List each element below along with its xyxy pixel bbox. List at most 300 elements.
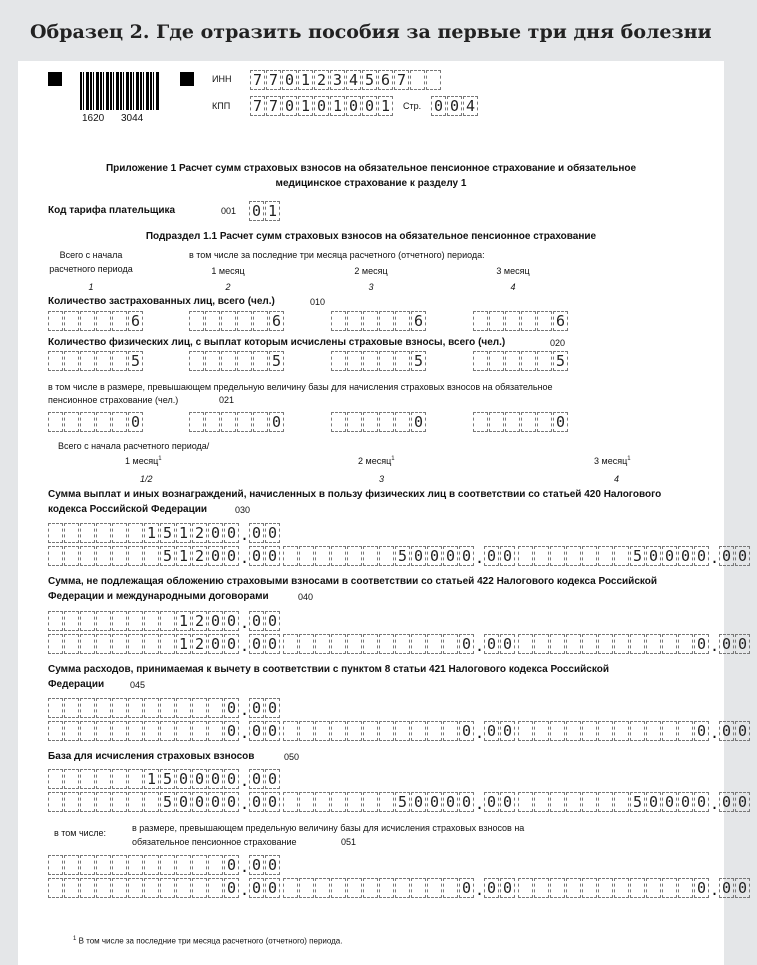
digit-cell bbox=[534, 546, 549, 566]
digit-cell bbox=[518, 878, 533, 898]
digit-cell bbox=[315, 878, 330, 898]
digit-cell bbox=[144, 721, 159, 741]
row-045-month2 bbox=[283, 721, 516, 741]
row-040-total bbox=[48, 611, 281, 631]
row-030-label2: кодекса Российской Федерации bbox=[48, 504, 208, 515]
digit-cell: 0 bbox=[678, 792, 693, 812]
col-total-label-1: Всего с начала bbox=[59, 250, 123, 260]
digit-cell bbox=[205, 412, 220, 432]
digit-cell bbox=[48, 611, 63, 631]
row-020-month3 bbox=[473, 351, 569, 371]
digit-cell: 0 bbox=[176, 769, 191, 789]
decimal-point: . bbox=[240, 881, 250, 899]
digit-cell: 6 bbox=[553, 311, 568, 331]
digit-cell bbox=[160, 611, 175, 631]
footnote: $^1$ В том числе за последние три месяца расчетного (отчетного) периода. bbox=[73, 936, 343, 946]
digit-cell bbox=[112, 546, 127, 566]
page-number-cells bbox=[431, 96, 479, 116]
row-030-label: Сумма выплат и иных вознаграждений, начисленных в пользу физических лиц в соответствии со статьей 420 Налогового bbox=[48, 489, 662, 500]
digit-cell: 0 bbox=[208, 634, 223, 654]
digit-cell bbox=[505, 351, 520, 371]
decimal-point: . bbox=[475, 795, 485, 813]
digit-cell: 0 bbox=[249, 201, 264, 221]
digit-cell bbox=[489, 311, 504, 331]
digit-cell bbox=[205, 351, 220, 371]
digit-cell bbox=[427, 721, 442, 741]
decimal-point: . bbox=[710, 549, 720, 567]
digit-cell bbox=[489, 351, 504, 371]
digit-cell: 0 bbox=[459, 878, 474, 898]
digit-cell: 0 bbox=[427, 792, 442, 812]
decimal-point: . bbox=[710, 724, 720, 742]
digit-cell bbox=[521, 412, 536, 432]
kopek-cell: 0 bbox=[249, 721, 264, 741]
digit-cell bbox=[582, 792, 597, 812]
kopek-cell: 0 bbox=[249, 634, 264, 654]
digit-cell: 5 bbox=[362, 70, 377, 90]
digit-cell bbox=[80, 769, 95, 789]
digit-cell bbox=[48, 721, 63, 741]
digit-cell bbox=[48, 878, 63, 898]
col-month1-label: 1 месяц bbox=[211, 266, 245, 276]
kopek-cell: 0 bbox=[249, 769, 264, 789]
digit-cell bbox=[443, 721, 458, 741]
digit-cell bbox=[208, 855, 223, 875]
digit-cell bbox=[534, 878, 549, 898]
decimal-point: . bbox=[240, 795, 250, 813]
digit-cell bbox=[160, 855, 175, 875]
digit-cell bbox=[283, 878, 298, 898]
digit-cell bbox=[221, 311, 236, 331]
digit-cell bbox=[489, 412, 504, 432]
digit-cell bbox=[80, 721, 95, 741]
digit-cell: 0 bbox=[431, 96, 446, 116]
digit-cell bbox=[64, 412, 79, 432]
digit-cell bbox=[363, 351, 378, 371]
digit-cell bbox=[128, 878, 143, 898]
row-050-month2 bbox=[283, 792, 516, 812]
row-010-month2 bbox=[331, 311, 427, 331]
digit-cell bbox=[144, 878, 159, 898]
row-051-label: в размере, превышающем предельную величину базы для исчисления страховых взносов на bbox=[132, 823, 525, 833]
digit-cell bbox=[363, 311, 378, 331]
digit-cell bbox=[582, 878, 597, 898]
digit-cell bbox=[331, 792, 346, 812]
digit-cell bbox=[64, 611, 79, 631]
digit-cell bbox=[598, 634, 613, 654]
digit-cell: 0 bbox=[646, 792, 661, 812]
digit-cell: 0 bbox=[269, 412, 284, 432]
digit-cell bbox=[315, 792, 330, 812]
digit-cell bbox=[128, 855, 143, 875]
digit-cell: 0 bbox=[459, 634, 474, 654]
kopek-cell: 0 bbox=[265, 721, 280, 741]
digit-cell: 1 bbox=[144, 523, 159, 543]
row-040-month1 bbox=[48, 634, 281, 654]
digit-cell bbox=[363, 634, 378, 654]
digit-cell bbox=[363, 546, 378, 566]
digit-cell bbox=[331, 878, 346, 898]
digit-cell bbox=[347, 546, 362, 566]
digit-cell bbox=[347, 721, 362, 741]
digit-cell bbox=[363, 792, 378, 812]
digit-cell: 0 bbox=[646, 546, 661, 566]
row-045-month1 bbox=[48, 721, 281, 741]
digit-cell bbox=[112, 311, 127, 331]
kopek-cell: 0 bbox=[719, 878, 734, 898]
decimal-point: . bbox=[240, 549, 250, 567]
digit-cell bbox=[80, 311, 95, 331]
digit-cell bbox=[144, 855, 159, 875]
digit-cell: 0 bbox=[443, 792, 458, 812]
digit-cell bbox=[299, 546, 314, 566]
digit-cell bbox=[64, 878, 79, 898]
cols2-month1-label: 1 месяц$^1$ bbox=[125, 456, 162, 466]
kopek-cell: 0 bbox=[500, 721, 515, 741]
digit-cell: 2 bbox=[314, 70, 329, 90]
row-051-total bbox=[48, 855, 281, 875]
digit-cell bbox=[443, 634, 458, 654]
digit-cell bbox=[379, 351, 394, 371]
digit-cell bbox=[411, 634, 426, 654]
corner-marker-left bbox=[48, 72, 62, 86]
digit-cell: 0 bbox=[224, 611, 239, 631]
digit-cell bbox=[534, 634, 549, 654]
decimal-point: . bbox=[240, 637, 250, 655]
row-050-month1 bbox=[48, 792, 281, 812]
digit-cell: 0 bbox=[447, 96, 462, 116]
digit-cell bbox=[646, 721, 661, 741]
cols2-number-4: 4 bbox=[614, 474, 620, 484]
decimal-point: . bbox=[240, 772, 250, 790]
digit-cell: 7 bbox=[394, 70, 409, 90]
cols2-total-label: Всего с начала расчетного периода/ bbox=[58, 441, 210, 451]
digit-cell: 0 bbox=[176, 792, 191, 812]
digit-cell: 1 bbox=[176, 546, 191, 566]
digit-cell bbox=[347, 634, 362, 654]
digit-cell bbox=[347, 412, 362, 432]
row-045-code: 045 bbox=[130, 680, 146, 690]
kopek-cell: 0 bbox=[265, 611, 280, 631]
digit-cell: 0 bbox=[314, 96, 329, 116]
digit-cell: 5 bbox=[160, 769, 175, 789]
digit-cell bbox=[192, 721, 207, 741]
digit-cell bbox=[678, 634, 693, 654]
digit-cell bbox=[582, 721, 597, 741]
digit-cell bbox=[379, 546, 394, 566]
digit-cell bbox=[160, 634, 175, 654]
row-021-total bbox=[48, 412, 144, 432]
digit-cell bbox=[176, 698, 191, 718]
digit-cell: 1 bbox=[330, 96, 345, 116]
row-030-month2 bbox=[283, 546, 516, 566]
kopek-cell: 0 bbox=[484, 878, 499, 898]
cols2-number-3: 3 bbox=[379, 474, 385, 484]
digit-cell bbox=[80, 611, 95, 631]
digit-cell bbox=[630, 878, 645, 898]
digit-cell bbox=[537, 311, 552, 331]
digit-cell: 2 bbox=[192, 611, 207, 631]
digit-cell: 5 bbox=[630, 546, 645, 566]
digit-cell bbox=[80, 855, 95, 875]
digit-cell bbox=[283, 721, 298, 741]
digit-cell: 5 bbox=[630, 792, 645, 812]
digit-cell bbox=[144, 634, 159, 654]
kpp-label: КПП bbox=[212, 101, 231, 111]
digit-cell bbox=[315, 546, 330, 566]
row-050-month3 bbox=[518, 792, 751, 812]
digit-cell bbox=[395, 311, 410, 331]
digit-cell bbox=[331, 412, 346, 432]
digit-cell bbox=[96, 698, 111, 718]
row-010-month3 bbox=[473, 311, 569, 331]
row-020-month1 bbox=[189, 351, 285, 371]
digit-cell bbox=[363, 878, 378, 898]
digit-cell bbox=[80, 351, 95, 371]
digit-cell bbox=[96, 855, 111, 875]
digit-cell bbox=[614, 721, 629, 741]
row-030-code: 030 bbox=[235, 505, 251, 515]
digit-cell bbox=[662, 721, 677, 741]
digit-cell bbox=[189, 311, 204, 331]
digit-cell bbox=[48, 546, 63, 566]
digit-cell: 2 bbox=[192, 523, 207, 543]
digit-cell: 5 bbox=[160, 523, 175, 543]
digit-cell bbox=[518, 634, 533, 654]
barcode-graphic bbox=[80, 72, 160, 110]
digit-cell: 5 bbox=[395, 792, 410, 812]
digit-cell bbox=[96, 523, 111, 543]
digit-cell bbox=[144, 792, 159, 812]
digit-cell bbox=[128, 698, 143, 718]
digit-cell bbox=[379, 412, 394, 432]
kopek-cell: 0 bbox=[265, 634, 280, 654]
decimal-point: . bbox=[475, 637, 485, 655]
row-021-label2: пенсионное страхование (чел.) bbox=[48, 395, 179, 405]
digit-cell: 0 bbox=[282, 96, 297, 116]
row-051-month2 bbox=[283, 878, 516, 898]
digit-cell: 1 bbox=[176, 634, 191, 654]
digit-cell bbox=[112, 634, 127, 654]
digit-cell bbox=[128, 523, 143, 543]
row-021-label: в том числе в размере, превышающем предельную величину базы для начисления страховых взносов на обязательное bbox=[48, 382, 553, 392]
col-number-3: 3 bbox=[368, 282, 374, 292]
digit-cell bbox=[646, 634, 661, 654]
kpp-cells bbox=[250, 96, 394, 116]
digit-cell bbox=[112, 878, 127, 898]
row-021-month1 bbox=[189, 412, 285, 432]
digit-cell: 0 bbox=[208, 546, 223, 566]
digit-cell: 0 bbox=[224, 698, 239, 718]
digit-cell bbox=[598, 721, 613, 741]
digit-cell: 1 bbox=[298, 96, 313, 116]
digit-cell: 0 bbox=[553, 412, 568, 432]
digit-cell bbox=[537, 412, 552, 432]
digit-cell bbox=[112, 351, 127, 371]
digit-cell bbox=[331, 351, 346, 371]
digit-cell bbox=[379, 721, 394, 741]
digit-cell bbox=[347, 351, 362, 371]
kopek-cell: 0 bbox=[735, 721, 750, 741]
decimal-point: . bbox=[475, 724, 485, 742]
barcode-number-left: 1620 bbox=[82, 113, 105, 124]
kopek-cell: 0 bbox=[500, 792, 515, 812]
corner-marker-right bbox=[180, 72, 194, 86]
digit-cell bbox=[598, 546, 613, 566]
kopek-cell: 0 bbox=[719, 634, 734, 654]
digit-cell bbox=[192, 698, 207, 718]
digit-cell bbox=[646, 878, 661, 898]
kopek-cell: 0 bbox=[265, 855, 280, 875]
row-051-prefix: в том числе: bbox=[54, 828, 106, 838]
digit-cell bbox=[630, 634, 645, 654]
col-month2-label: 2 месяц bbox=[354, 266, 388, 276]
digit-cell: 0 bbox=[459, 792, 474, 812]
digit-cell bbox=[208, 878, 223, 898]
kopek-cell: 0 bbox=[265, 769, 280, 789]
digit-cell: 7 bbox=[266, 70, 281, 90]
row-051-label2: обязательное пенсионное страхование bbox=[132, 837, 297, 847]
digit-cell bbox=[379, 792, 394, 812]
digit-cell bbox=[96, 721, 111, 741]
kopek-cell: 0 bbox=[719, 721, 734, 741]
digit-cell bbox=[427, 634, 442, 654]
digit-cell bbox=[128, 721, 143, 741]
digit-cell bbox=[128, 546, 143, 566]
digit-cell: 5 bbox=[128, 351, 143, 371]
digit-cell bbox=[315, 634, 330, 654]
digit-cell bbox=[64, 523, 79, 543]
row-021-month3 bbox=[473, 412, 569, 432]
digit-cell bbox=[299, 878, 314, 898]
digit-cell bbox=[614, 634, 629, 654]
digit-cell: 5 bbox=[411, 351, 426, 371]
digit-cell bbox=[518, 792, 533, 812]
row-020-code: 020 bbox=[550, 338, 566, 348]
digit-cell bbox=[144, 611, 159, 631]
digit-cell bbox=[160, 878, 175, 898]
digit-cell bbox=[347, 311, 362, 331]
digit-cell bbox=[395, 351, 410, 371]
col-number-2: 2 bbox=[225, 282, 231, 292]
digit-cell: 0 bbox=[208, 769, 223, 789]
digit-cell bbox=[80, 412, 95, 432]
row-045-total bbox=[48, 698, 281, 718]
digit-cell bbox=[48, 351, 63, 371]
row-045-label2: Федерации bbox=[48, 679, 105, 690]
digit-cell: 1 bbox=[176, 611, 191, 631]
digit-cell: 7 bbox=[250, 96, 265, 116]
row-010-total bbox=[48, 311, 144, 331]
digit-cell bbox=[112, 698, 127, 718]
appendix-title-line2: медицинское страхование к разделу 1 bbox=[275, 178, 467, 189]
digit-cell bbox=[237, 351, 252, 371]
kopek-cell: 0 bbox=[500, 546, 515, 566]
digit-cell: 0 bbox=[694, 634, 709, 654]
digit-cell bbox=[128, 792, 143, 812]
digit-cell: 0 bbox=[459, 721, 474, 741]
digit-cell: 0 bbox=[411, 412, 426, 432]
digit-cell bbox=[96, 769, 111, 789]
kopek-cell: 0 bbox=[500, 634, 515, 654]
digit-cell bbox=[521, 351, 536, 371]
digit-cell bbox=[283, 546, 298, 566]
digit-cell bbox=[112, 855, 127, 875]
digit-cell bbox=[48, 769, 63, 789]
digit-cell bbox=[112, 721, 127, 741]
digit-cell bbox=[96, 412, 111, 432]
digit-cell bbox=[582, 546, 597, 566]
decimal-point: . bbox=[240, 724, 250, 742]
digit-cell bbox=[96, 351, 111, 371]
digit-cell bbox=[253, 351, 268, 371]
digit-cell bbox=[48, 523, 63, 543]
kopek-cell: 0 bbox=[735, 878, 750, 898]
decimal-point: . bbox=[475, 549, 485, 567]
digit-cell bbox=[64, 351, 79, 371]
inn-cells bbox=[250, 70, 442, 90]
digit-cell: 1 bbox=[378, 96, 393, 116]
digit-cell bbox=[331, 721, 346, 741]
digit-cell bbox=[550, 634, 565, 654]
digit-cell bbox=[64, 855, 79, 875]
digit-cell bbox=[537, 351, 552, 371]
digit-cell: 5 bbox=[160, 792, 175, 812]
digit-cell bbox=[550, 878, 565, 898]
digit-cell: 0 bbox=[208, 792, 223, 812]
digit-cell bbox=[630, 721, 645, 741]
kopek-cell: 0 bbox=[249, 698, 264, 718]
digit-cell bbox=[614, 878, 629, 898]
digit-cell bbox=[379, 311, 394, 331]
digit-cell bbox=[283, 792, 298, 812]
digit-cell bbox=[379, 878, 394, 898]
digit-cell bbox=[96, 546, 111, 566]
digit-cell: 5 bbox=[395, 546, 410, 566]
digit-cell bbox=[48, 412, 63, 432]
kopek-cell: 0 bbox=[484, 792, 499, 812]
digit-cell bbox=[80, 698, 95, 718]
digit-cell: 0 bbox=[411, 546, 426, 566]
digit-cell: 0 bbox=[192, 792, 207, 812]
digit-cell bbox=[518, 546, 533, 566]
digit-cell: 0 bbox=[694, 792, 709, 812]
digit-cell bbox=[473, 311, 488, 331]
digit-cell bbox=[566, 634, 581, 654]
digit-cell bbox=[411, 721, 426, 741]
digit-cell bbox=[48, 634, 63, 654]
digit-cell bbox=[395, 878, 410, 898]
kopek-cell: 0 bbox=[249, 792, 264, 812]
digit-cell bbox=[662, 634, 677, 654]
digit-cell bbox=[192, 855, 207, 875]
decimal-point: . bbox=[710, 881, 720, 899]
digit-cell: 7 bbox=[266, 96, 281, 116]
digit-cell bbox=[237, 311, 252, 331]
col-total-label-2: расчетного периода bbox=[49, 264, 133, 274]
barcode-number-right: 3044 bbox=[121, 113, 144, 124]
digit-cell bbox=[48, 311, 63, 331]
decimal-point: . bbox=[240, 858, 250, 876]
digit-cell bbox=[410, 70, 425, 90]
digit-cell bbox=[112, 523, 127, 543]
digit-cell bbox=[112, 792, 127, 812]
digit-cell bbox=[64, 698, 79, 718]
digit-cell bbox=[598, 792, 613, 812]
digit-cell: 0 bbox=[411, 792, 426, 812]
digit-cell bbox=[208, 721, 223, 741]
digit-cell bbox=[144, 698, 159, 718]
